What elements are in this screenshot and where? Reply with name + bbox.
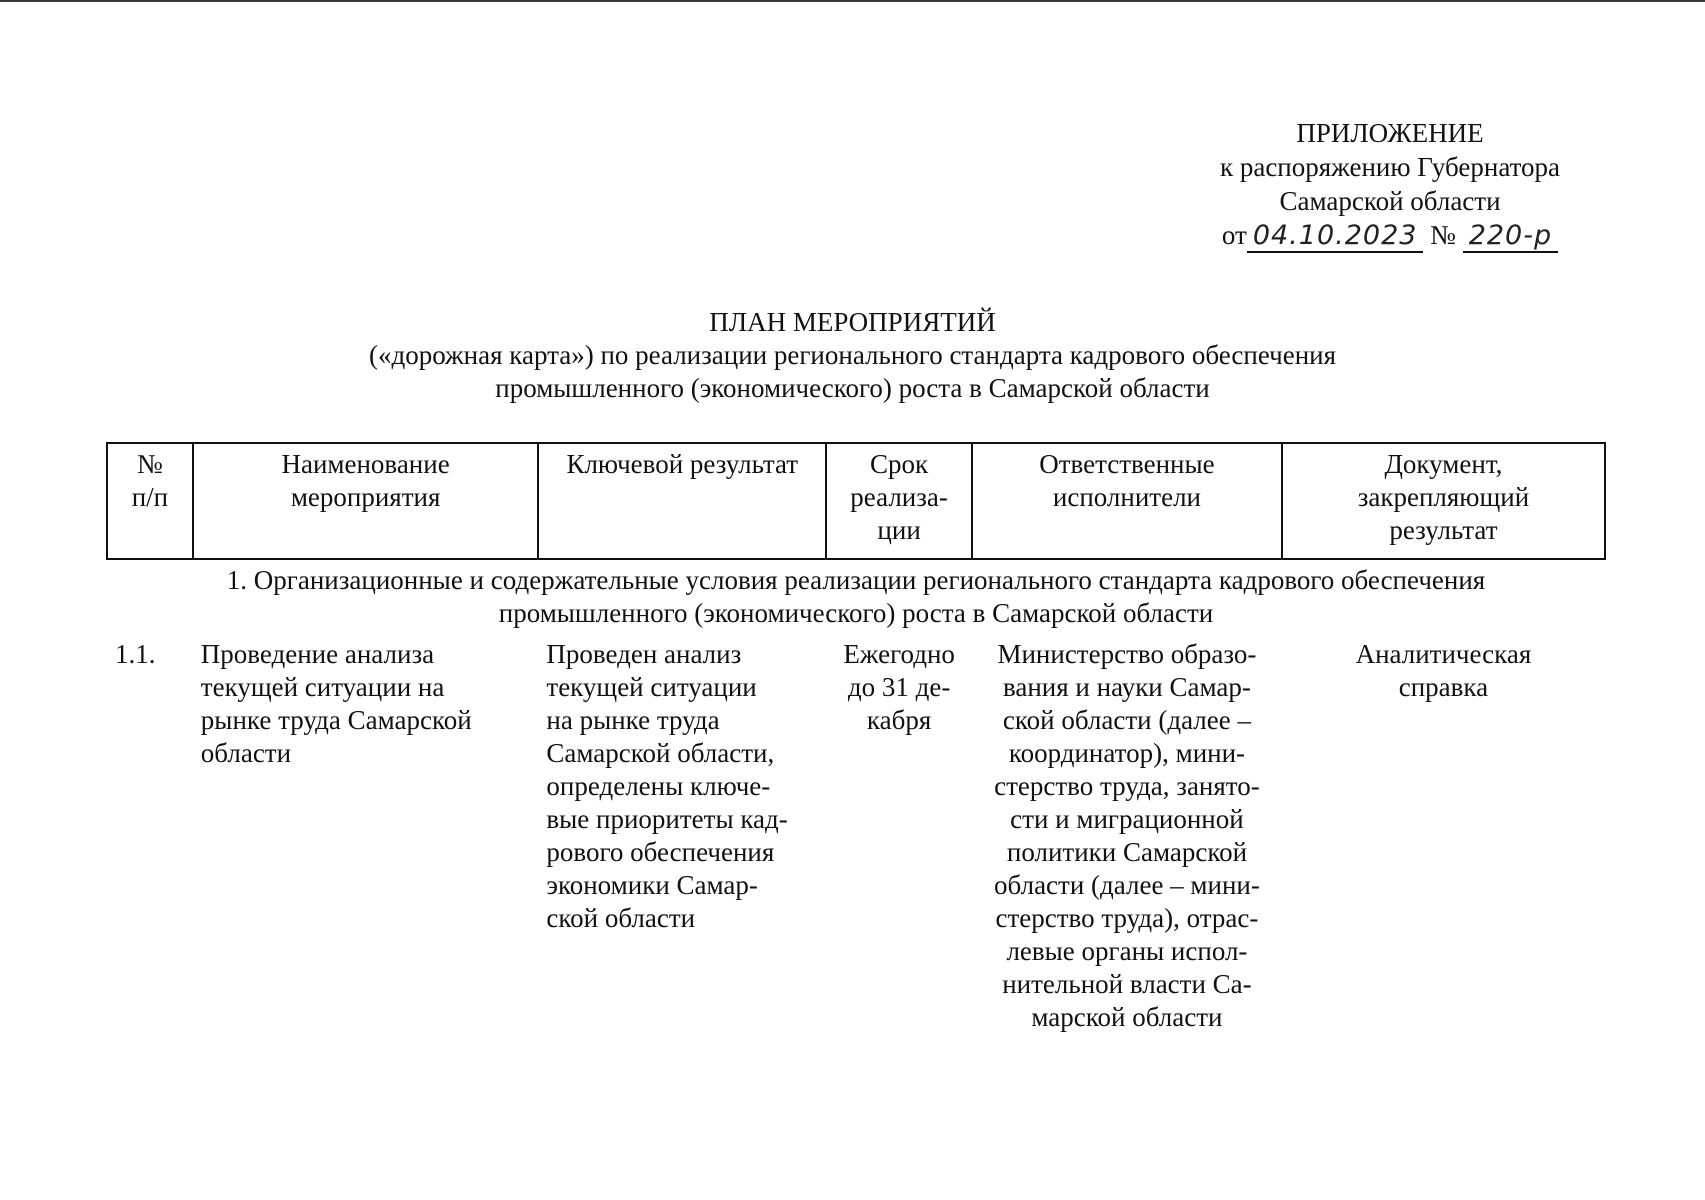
cell-term: Ежегодно до 31 де- кабря	[843, 639, 955, 735]
appendix-line-2: Самарской области	[1279, 186, 1501, 216]
header-result: Ключевой результат	[538, 443, 826, 559]
cell-name: Проведение анализа текущей ситуации на рынке труда Самарской области	[200, 639, 472, 768]
roadmap-table	[106, 442, 1606, 1038]
appendix-date-line	[1190, 218, 1590, 253]
header-name: Наименование мероприятия	[193, 443, 539, 559]
date-prefix: от	[1221, 220, 1247, 250]
header-document: Документ, закрепляющий результат	[1282, 443, 1605, 559]
header-num: № п/п	[107, 443, 193, 559]
appendix-line-1: к распоряжению Губернатора	[1219, 152, 1561, 182]
number-sign: №	[1430, 220, 1456, 250]
handwritten-date: 04.10.2023	[1247, 220, 1424, 253]
table-row	[107, 634, 1605, 1038]
table-header-row	[107, 443, 1605, 559]
cell-num: 1.1.	[115, 639, 156, 669]
cell-document: Аналитическая справка	[1355, 639, 1532, 702]
plan-subtitle-2: промышленного (экономического) роста в Самарской области	[495, 373, 1210, 403]
cell-result: Проведен анализ текущей ситуации на рынке труда Самарской области, определены ключе- вые приоритеты кад- рового обеспечения экономики Самар- ской области	[546, 639, 788, 933]
section-heading-row	[107, 559, 1605, 634]
header-term: Срок реализа- ции	[826, 443, 972, 559]
scan-top-edge	[0, 0, 1705, 2]
plan-subtitle-1: («дорожная карта») по реализации регионального стандарта кадрового обеспечения	[368, 340, 1337, 370]
appendix-title: ПРИЛОЖЕНИЕ	[1296, 118, 1484, 148]
header-executors: Ответственные исполнители	[972, 443, 1282, 559]
appendix-block	[1190, 116, 1590, 253]
plan-heading	[0, 306, 1705, 405]
section-heading: 1. Организационные и содержательные условия реализации регионального стандарта кадрового обеспечения промышленного (экономического) роста в Самарской области	[226, 565, 1486, 628]
cell-executors: Министерство образо- вания и науки Самар- ской области (далее – координатор), мини- стерство труда, занято- сти и миграционной политики Самарской области (далее – мини- стерство труда), отрас- левые органы испол- нительной власти Са- марской области	[994, 639, 1260, 1032]
handwritten-number: 220-р	[1463, 220, 1558, 253]
plan-title: ПЛАН МЕРОПРИЯТИЙ	[709, 307, 996, 337]
